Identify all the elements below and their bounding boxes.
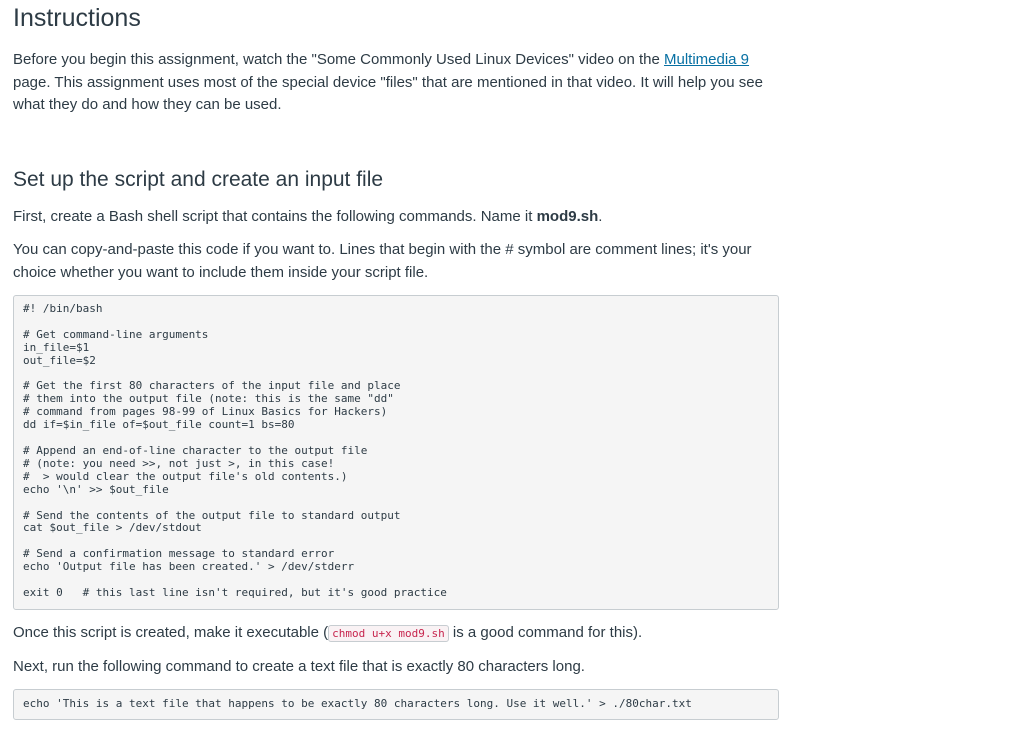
- copy-paste-paragraph: You can copy-and-paste this code if you want to. Lines that begin with the # symbol are comment lines; it's your choice whether you want to include them inside your script file.: [13, 241, 752, 281]
- section-heading: Set up the script and create an input file: [13, 167, 384, 191]
- multimedia-9-link[interactable]: Multimedia 9: [663, 51, 750, 68]
- intro-text-before: Before you begin this assignment, watch the "Some Commonly Used Linux Devices" video on the: [13, 51, 664, 68]
- chmod-command-code[interactable]: chmod u+x mod9.sh: [328, 625, 449, 642]
- create-textfile-code-block[interactable]: echo 'This is a text file that happens to be exactly 80 characters long. Use it well.' > ./80char.txt: [13, 689, 779, 720]
- script-filename: mod9.sh: [536, 207, 599, 225]
- make-executable-text-end: is a good command for this).: [448, 624, 643, 641]
- intro-text-after: page. This assignment uses most of the special device "files" that are mentioned in that video. It will help you see what they do and how they can be used.: [13, 73, 763, 113]
- make-executable-paragraph: [13, 622, 779, 646]
- page-title: Instructions: [13, 4, 141, 32]
- script-code-block[interactable]: #! /bin/bash # Get command-line arguments in_file=$1 out_file=$2 # Get the first 80 characters of the input file and place # them into the output file (note: this is the same "dd" # command from pages 98-99 of Linux Basics for Hackers) dd if=$in_file of=$out_file count=1 bs=80 # Append an end-of-line character to the output file # (note: you need >>, not just >, in this case! # > would clear the output file's old contents.) echo '\n' >> $out_file # Send the contents of the output file to standard output cat $out_file > /dev/stdout # Send a confirmation message to standard error echo 'Output file has been created.' > /dev/stderr exit 0 # this last line isn't required, but it's good practice: [13, 295, 779, 610]
- create-script-text: First, create a Bash shell script that contains the following commands. Name it: [13, 207, 537, 225]
- make-executable-text: Once this script is created, make it executable (: [13, 624, 329, 641]
- create-script-text-end: .: [598, 207, 603, 225]
- create-script-paragraph: [13, 206, 779, 229]
- intro-paragraph: [13, 49, 779, 117]
- run-command-paragraph: Next, run the following command to create a text file that is exactly 80 characters long.: [13, 657, 585, 675]
